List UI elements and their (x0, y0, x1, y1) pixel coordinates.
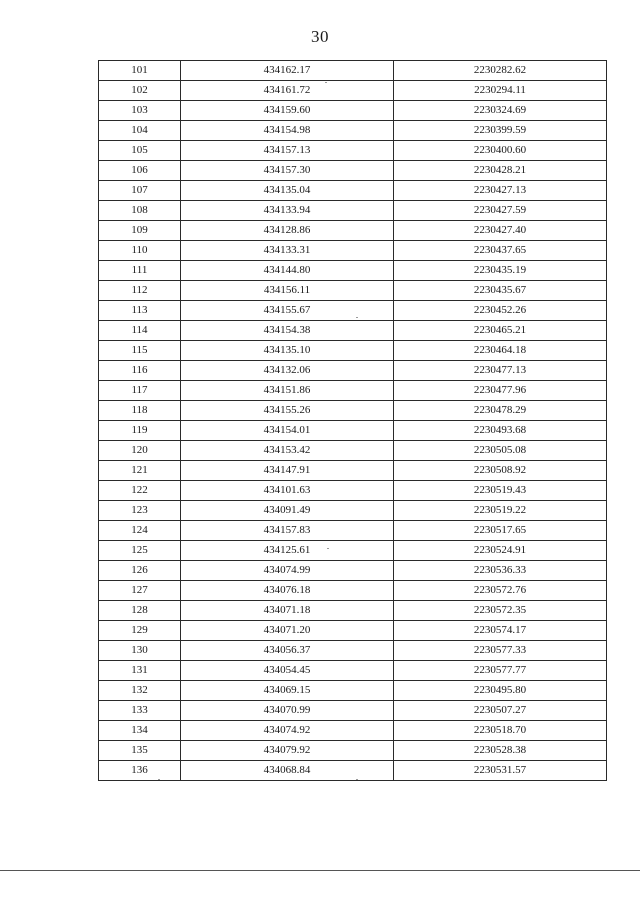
table-row (99, 321, 607, 341)
point-number-cell: 105 (99, 141, 181, 161)
table-row (99, 141, 607, 161)
table-row (99, 161, 607, 181)
scan-speck (356, 779, 358, 780)
table-row (99, 281, 607, 301)
table-row (99, 621, 607, 641)
x-coordinate-cell: 434091.49 (181, 501, 394, 521)
point-number-cell: 132 (99, 681, 181, 701)
point-number-cell: 131 (99, 661, 181, 681)
y-coordinate-cell: 2230465.21 (394, 321, 607, 341)
point-number-cell: 127 (99, 581, 181, 601)
table-row (99, 681, 607, 701)
y-coordinate-cell: 2230427.59 (394, 201, 607, 221)
y-coordinate-cell: 2230294.11 (394, 81, 607, 101)
table-row (99, 81, 607, 101)
x-coordinate-cell: 434079.92 (181, 741, 394, 761)
table-row (99, 121, 607, 141)
y-coordinate-cell: 2230282.62 (394, 61, 607, 81)
x-coordinate-cell: 434076.18 (181, 581, 394, 601)
point-number-cell: 122 (99, 481, 181, 501)
table-row (99, 261, 607, 281)
y-coordinate-cell: 2230437.65 (394, 241, 607, 261)
table-row (99, 561, 607, 581)
table-row (99, 221, 607, 241)
point-number-cell: 125 (99, 541, 181, 561)
x-coordinate-cell: 434153.42 (181, 441, 394, 461)
x-coordinate-cell: 434074.99 (181, 561, 394, 581)
x-coordinate-cell: 434070.99 (181, 701, 394, 721)
table-row (99, 301, 607, 321)
table-row (99, 601, 607, 621)
y-coordinate-cell: 2230572.35 (394, 601, 607, 621)
y-coordinate-cell: 2230324.69 (394, 101, 607, 121)
y-coordinate-cell: 2230428.21 (394, 161, 607, 181)
table-row (99, 201, 607, 221)
y-coordinate-cell: 2230577.33 (394, 641, 607, 661)
x-coordinate-cell: 434132.06 (181, 361, 394, 381)
y-coordinate-cell: 2230477.96 (394, 381, 607, 401)
x-coordinate-cell: 434071.20 (181, 621, 394, 641)
point-number-cell: 121 (99, 461, 181, 481)
y-coordinate-cell: 2230577.77 (394, 661, 607, 681)
table-row (99, 581, 607, 601)
x-coordinate-cell: 434147.91 (181, 461, 394, 481)
point-number-cell: 115 (99, 341, 181, 361)
point-number-cell: 106 (99, 161, 181, 181)
y-coordinate-cell: 2230400.60 (394, 141, 607, 161)
y-coordinate-cell: 2230508.92 (394, 461, 607, 481)
y-coordinate-cell: 2230536.33 (394, 561, 607, 581)
y-coordinate-cell: 2230495.80 (394, 681, 607, 701)
x-coordinate-cell: 434133.31 (181, 241, 394, 261)
point-number-cell: 114 (99, 321, 181, 341)
table-row (99, 661, 607, 681)
x-coordinate-cell: 434157.30 (181, 161, 394, 181)
x-coordinate-cell: 434128.86 (181, 221, 394, 241)
x-coordinate-cell: 434159.60 (181, 101, 394, 121)
table-row (99, 481, 607, 501)
point-number-cell: 119 (99, 421, 181, 441)
y-coordinate-cell: 2230435.19 (394, 261, 607, 281)
table-row (99, 61, 607, 81)
point-number-cell: 135 (99, 741, 181, 761)
point-number-cell: 129 (99, 621, 181, 641)
x-coordinate-cell: 434054.45 (181, 661, 394, 681)
x-coordinate-cell: 434162.17 (181, 61, 394, 81)
table-row (99, 461, 607, 481)
point-number-cell: 104 (99, 121, 181, 141)
point-number-cell: 103 (99, 101, 181, 121)
table-row (99, 441, 607, 461)
table-row (99, 401, 607, 421)
point-number-cell: 113 (99, 301, 181, 321)
y-coordinate-cell: 2230505.08 (394, 441, 607, 461)
point-number-cell: 133 (99, 701, 181, 721)
table-row (99, 701, 607, 721)
x-coordinate-cell: 434157.13 (181, 141, 394, 161)
point-number-cell: 101 (99, 61, 181, 81)
y-coordinate-cell: 2230435.67 (394, 281, 607, 301)
table-row (99, 761, 607, 781)
y-coordinate-cell: 2230427.13 (394, 181, 607, 201)
point-number-cell: 110 (99, 241, 181, 261)
table-row (99, 181, 607, 201)
table-row (99, 501, 607, 521)
y-coordinate-cell: 2230478.29 (394, 401, 607, 421)
y-coordinate-cell: 2230493.68 (394, 421, 607, 441)
footer-rule (0, 870, 640, 871)
point-number-cell: 111 (99, 261, 181, 281)
table-row (99, 721, 607, 741)
y-coordinate-cell: 2230574.17 (394, 621, 607, 641)
x-coordinate-cell: 434144.80 (181, 261, 394, 281)
x-coordinate-cell: 434154.98 (181, 121, 394, 141)
x-coordinate-cell: 434101.63 (181, 481, 394, 501)
table-row (99, 101, 607, 121)
y-coordinate-cell: 2230507.27 (394, 701, 607, 721)
point-number-cell: 124 (99, 521, 181, 541)
x-coordinate-cell: 434135.10 (181, 341, 394, 361)
table-row (99, 421, 607, 441)
x-coordinate-cell: 434151.86 (181, 381, 394, 401)
point-number-cell: 112 (99, 281, 181, 301)
point-number-cell: 107 (99, 181, 181, 201)
x-coordinate-cell: 434155.67 (181, 301, 394, 321)
point-number-cell: 117 (99, 381, 181, 401)
y-coordinate-cell: 2230517.65 (394, 521, 607, 541)
x-coordinate-cell: 434074.92 (181, 721, 394, 741)
x-coordinate-cell: 434056.37 (181, 641, 394, 661)
x-coordinate-cell: 434133.94 (181, 201, 394, 221)
table-row (99, 741, 607, 761)
page-number: 30 (311, 27, 329, 46)
x-coordinate-cell: 434135.04 (181, 181, 394, 201)
y-coordinate-cell: 2230518.70 (394, 721, 607, 741)
table-row (99, 361, 607, 381)
x-coordinate-cell: 434069.15 (181, 681, 394, 701)
x-coordinate-cell: 434154.01 (181, 421, 394, 441)
x-coordinate-cell: 434157.83 (181, 521, 394, 541)
table-row (99, 541, 607, 561)
x-coordinate-cell: 434071.18 (181, 601, 394, 621)
point-number-cell: 116 (99, 361, 181, 381)
scan-speck (158, 779, 160, 780)
table-row (99, 521, 607, 541)
point-number-cell: 102 (99, 81, 181, 101)
table-row (99, 341, 607, 361)
point-number-cell: 130 (99, 641, 181, 661)
y-coordinate-cell: 2230399.59 (394, 121, 607, 141)
y-coordinate-cell: 2230524.91 (394, 541, 607, 561)
point-number-cell: 108 (99, 201, 181, 221)
y-coordinate-cell: 2230452.26 (394, 301, 607, 321)
x-coordinate-cell: 434161.72 (181, 81, 394, 101)
y-coordinate-cell: 2230427.40 (394, 221, 607, 241)
x-coordinate-cell: 434068.84 (181, 761, 394, 781)
point-number-cell: 120 (99, 441, 181, 461)
y-coordinate-cell: 2230519.22 (394, 501, 607, 521)
y-coordinate-cell: 2230531.57 (394, 761, 607, 781)
y-coordinate-cell: 2230519.43 (394, 481, 607, 501)
table-row (99, 241, 607, 261)
x-coordinate-cell: 434154.38 (181, 321, 394, 341)
x-coordinate-cell: 434125.61 (181, 541, 394, 561)
coordinate-table-body (99, 61, 607, 781)
y-coordinate-cell: 2230528.38 (394, 741, 607, 761)
scan-speck (327, 548, 329, 549)
point-number-cell: 136 (99, 761, 181, 781)
point-number-cell: 109 (99, 221, 181, 241)
scan-speck (356, 317, 358, 318)
point-number-cell: 134 (99, 721, 181, 741)
table-row (99, 381, 607, 401)
x-coordinate-cell: 434155.26 (181, 401, 394, 421)
scan-speck (325, 82, 327, 83)
x-coordinate-cell: 434156.11 (181, 281, 394, 301)
point-number-cell: 123 (99, 501, 181, 521)
point-number-cell: 126 (99, 561, 181, 581)
y-coordinate-cell: 2230477.13 (394, 361, 607, 381)
coordinate-table (98, 60, 607, 781)
y-coordinate-cell: 2230572.76 (394, 581, 607, 601)
point-number-cell: 128 (99, 601, 181, 621)
y-coordinate-cell: 2230464.18 (394, 341, 607, 361)
table-row (99, 641, 607, 661)
point-number-cell: 118 (99, 401, 181, 421)
